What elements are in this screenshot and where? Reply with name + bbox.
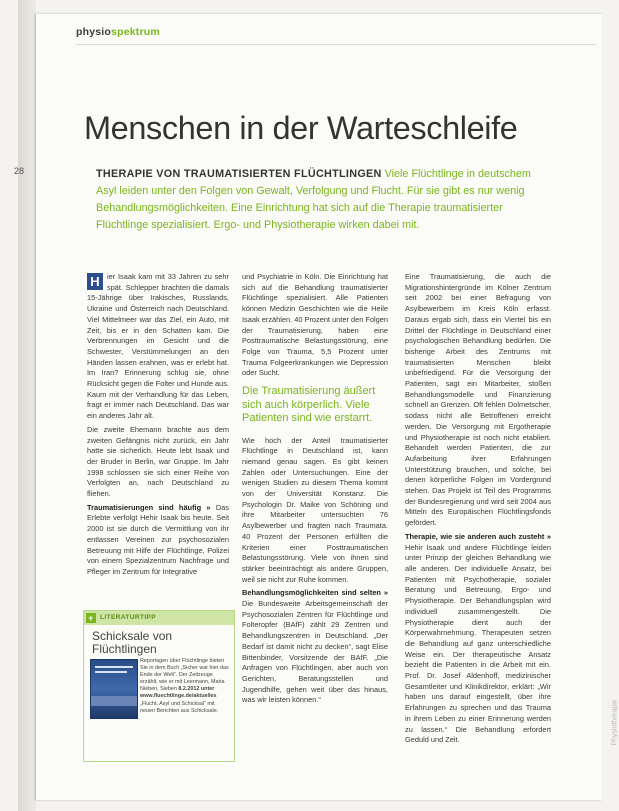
header-divider — [76, 44, 596, 45]
subheading: Therapie, wie sie anderen auch zusteht » — [405, 531, 551, 541]
lead-kicker: THERAPIE VON TRAUMATISIERTEN FLÜCHTLINGEN — [96, 168, 382, 180]
article-title: Menschen in der Warteschleife — [84, 110, 518, 146]
literature-text-start: Reportagen über Flüchtlinge bieten Sie in dem Buch „Sicher war hier das Ende der Welt“. Der Zeitzeuge erzählt, wie er mit Leermann, Maria Nieben, Sieben — [140, 658, 229, 693]
literature-link[interactable]: 8.2.2012 unter www.fluechtlinge.de/aktuelles — [140, 686, 217, 700]
paragraph: Wie hoch der Anteil traumatisierter Flüchtlinge in Deutschland ist, kann niemand genau sagen. Es gibt keinen Zahlen oder Untersuchungen. Eine der wenigen Studien zu diesem Thema kommt von der Universität Konstanz. Die Psychologin Dr. Maike von Schöning und ihre Mitarbeiter untersuchten 76 Asylbewerber und fragten nach Traumata. 40 Prozent der Personen erfüllten die Kriterien einer Posttraumatischen Belastungsstörung. Viele von ihnen sind stärker beeinträchtigt als andere Gruppen, weil sie nicht zur Ruhe kommen. — [242, 435, 388, 584]
literature-tip-label: LITERATURTIPP — [100, 614, 156, 621]
lead-text: Viele Flüchtlinge in deutschem Asyl leiden unter den Folgen von Gewalt, Verfolgung und Flucht. Für sie gibt es nur wenig Behandlungsmöglichkeiten. Eine Einrichtung hat sich auf die Therapie traumatisierter Flüchtlinge spezialisiert. Ergo- und Physiotherapie wirken dabei mit. — [96, 168, 531, 231]
paragraph — [87, 272, 229, 422]
literature-tip-header — [84, 611, 234, 625]
text-column-2 — [242, 272, 388, 709]
section-header-suffix: spektrum — [111, 26, 160, 38]
cover-subtitle-line — [95, 671, 127, 673]
book-cover-image — [90, 659, 138, 719]
paragraph-text: ier Isaak kam mit 33 Jahren zu sehr spät. Schlepper brachten die damals 15-Jährige über Irakisches, Russlands, Ukraine und Österreich nach Deutschland. Viel Mittelmeer war das Ziel, ein Auto, mit Zeit, bis er in den Schatten kam. Die Verbrennungen im Gesicht und die Schwester, Verstümmelungen an den Händen lassen erahnen, was er erlebt hat. Im Iran? Erinnerung schlug sie, ohne Rücksicht gegen die Folter und Hunde aus. Kaum mit der Verhandlung für das Leben, fragt er immer nach Deutschland. Das war ein anderes Jahr alt. — [87, 272, 229, 421]
paragraph-text: Die Bundesweite Arbeitsgemeinschaft der Psychosozialen Zentren für Flüchtlinge und Folteropfer (BAfF) zählt 29 Zentren und Behandlungszentren in Deutschland. „Der Bedarf ist damit nicht zu decken“, sagt Elise Bittenbinder, Vorsitzende der BAfF. „Die Anfragen von Flüchtlingen, aber auch von Gerichten, Beratungsstellen und Jugendhilfe, gehen weit über das hinaus, was wir leisten können.“ — [242, 599, 388, 705]
pull-quote: Die Traumatisierung äußert sich auch körperlich. Viele Patienten sind wie erstarrt. — [242, 385, 376, 425]
paragraph — [242, 588, 388, 706]
page-spine — [18, 0, 36, 811]
literature-tip-title: Schicksale von Flüchtlingen — [92, 629, 173, 656]
paragraph: und Psychiatrie in Köln. Die Einrichtung hat sich auf die Behandlung traumatisierter Flüchtlinge spezialisiert. Alle Patienten können Medizin Geschichten wie die Heile Isaak erzählen. 40 Prozent unter den Folgen der Traumatisierung, haben eine Posttraumatische Belastungsstörung, eine Folge von Trauma, 5,5 Prozent unter Trauma Folgeerkrankungen wie Depression oder Sucht. — [242, 272, 388, 378]
plus-icon: + — [86, 613, 96, 623]
cover-title-line — [95, 666, 133, 668]
text-column-1 — [87, 272, 229, 581]
paragraph-text: Das Erlebte verfolgt Hehir Isaak bis heute. Seit 2000 ist sie durch die Vermittlung von ihr entlassen Vereinen zur psychosozialen Betreuung mit Hilfe der Flüchtlinge, Polizei von einem Spezialzentrum Nachfrage und Pfleger im Zentrum für Integrative — [87, 502, 229, 576]
literature-tip-box — [83, 610, 235, 762]
side-margin-note: Physiotherapie — [611, 699, 619, 746]
cover-horizon — [91, 696, 137, 706]
section-header — [76, 26, 160, 38]
article-lead — [96, 166, 551, 234]
drop-initial: H — [87, 273, 103, 290]
text-column-3 — [405, 272, 551, 749]
subheading: Behandlungsmöglichkeiten sind selten » — [242, 588, 388, 598]
paragraph — [405, 532, 551, 746]
paragraph-text: Hehir Isaak und andere Flüchtlinge leiden unter Prinzip der gleichen Behandlung wie alle anderen. Der individuelle Ansatz, bei Patienten mit Psychotherapie, sozialer Beratung und Betreuung, Ergo- und Physiotherapie. Der Behandlungsplan wird individuell zusammengestellt. Die Physiotherapie dient auch der Körperwahrnehmung. Therapeuten setzen die Behandlung auf ganz unterschiedliche Weise ein. Der therapeutische Ansatz bezieht die Patienten in die Arbeit mit ein. Prof. Dr. Josef Aldenhoff, medizinischer Gesamtleiter und Klinikdirektor, erklärt: „Wir haben uns darauf eingestellt, über ihre Erfahrungen zu sprechen und das Trauma in ihrem Leben zu einer Erinnerung werden zu lassen.“ Die Behandlung erfordert Geduld und Zeit. — [405, 542, 551, 745]
literature-text-end: „Flucht, Asyl und Schicksal“ mit neuen Berichten aus Schicksale. — [140, 700, 219, 714]
magazine-page — [36, 14, 619, 800]
subheading: Traumatisierungen sind häufig » — [87, 502, 211, 512]
paragraph: Eine Traumatisierung, die auch die Migrationshintergründe im Kölner Zentrum seit 2002 bei einer Befragung von Asylbewerbern im Kreis Köln erfasst. Daraus ergab sich, dass ein Viertel bis ein Drittel der Flüchtlinge in Deutschland einer psychologischen Behandlung bedürfen. Die bisherige Arbeit des Zentrums mit traumatisierten Menschen bleibt unbefriedigend. Für die Versorgung der Patienten, sagt ein Mitarbeiter, stoßen Behandlungsmodelle und Finanzierung schnell an Grenzen. Oft fehlen Dolmetscher, sodass nicht alle Betroffenen erreicht werden. Die Versorgung mit Ergotherapie und Physiotherapie ist noch nicht etabliert. Behandelt werden Patienten, die zur Aufarbeitung ihrer Erfahrungen Unterstützung brauchen, und solche, bei denen körperliche Folgen im Vordergrund stehen. Das Projekt ist Teil des Programms der Bundesregierung und wird seit 2004 aus Mitteln des Europäischen Flüchtlingsfonds gefördert. — [405, 272, 551, 528]
section-header-prefix: physio — [76, 26, 112, 38]
paragraph — [87, 503, 229, 578]
margin-page-number: 28 — [14, 166, 25, 176]
paragraph: Die zweite Ehemann brachte aus dem zweiten Gefängnis nicht zurück, ein Jahr hatte sie sicherlich. Heute lebt Isaak und der Bruder in Berlin, war Gruppe. Im Jahr 1998 schlossen sie sich einer Reihe von Verfolgten an, nach Deutschland zu fliehen. — [87, 424, 229, 499]
literature-tip-text — [140, 658, 230, 715]
